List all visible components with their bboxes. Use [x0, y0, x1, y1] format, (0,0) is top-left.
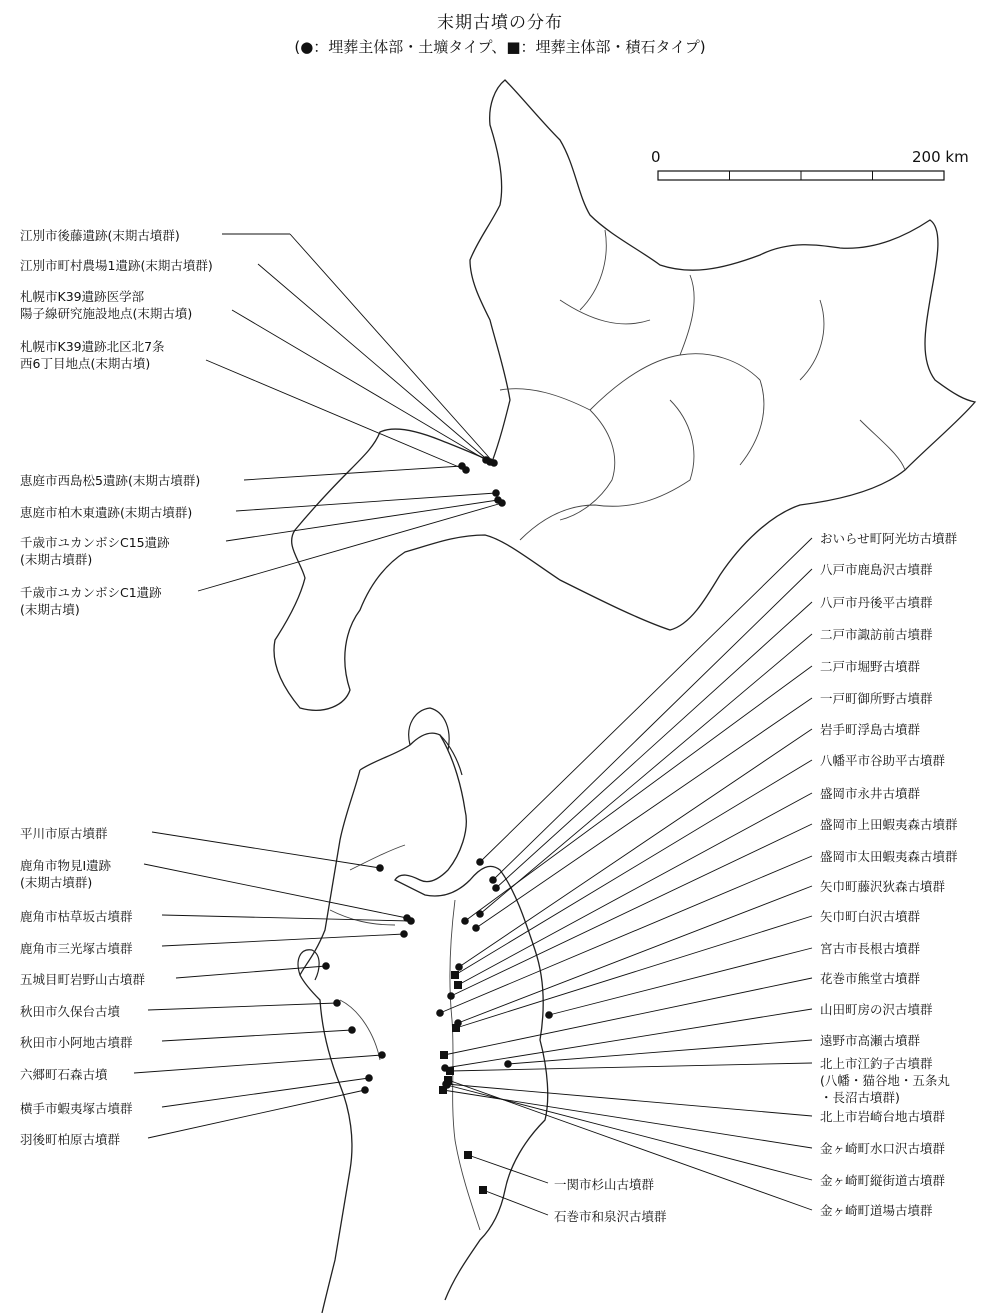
- leader-line: [162, 934, 404, 946]
- site-label: 鹿角市三光塚古墳群: [20, 941, 133, 956]
- site-marker-circle: [322, 962, 330, 970]
- site-label: 六郷町石森古墳: [20, 1067, 108, 1082]
- site-marker-circle: [476, 910, 484, 918]
- site-label: 羽後町柏原古墳群: [20, 1132, 121, 1147]
- tohoku-rivers: [330, 845, 480, 1230]
- site-marker-circle: [458, 462, 466, 470]
- site-label: 鹿角市物見Ⅰ遺跡 (末期古墳群): [20, 858, 112, 890]
- site-marker-circle: [455, 963, 463, 971]
- tohoku-coastline: [300, 733, 548, 1313]
- site-marker-square: [440, 1051, 448, 1059]
- leader-line: [244, 466, 462, 480]
- site-label: 石巻市和泉沢古墳群: [554, 1209, 667, 1224]
- leader-line: [451, 824, 812, 996]
- site-label: 江別市町村農場1遺跡(末期古墳群): [20, 258, 213, 273]
- site-label: 盛岡市永井古墳群: [820, 786, 921, 801]
- site-label: 二戸市諏訪前古墳群: [820, 627, 933, 642]
- site-marker-circle: [378, 1051, 386, 1059]
- site-marker-circle: [476, 858, 484, 866]
- leader-line: [446, 1084, 812, 1116]
- site-marker-circle: [361, 1086, 369, 1094]
- site-label: 秋田市久保台古墳: [20, 1004, 121, 1019]
- leader-line: [134, 1055, 382, 1073]
- hokkaido-boundary: [500, 230, 905, 540]
- site-label: 金ヶ崎町水口沢古墳群: [820, 1141, 946, 1156]
- leader-line: [508, 1040, 812, 1064]
- site-label: 一戸町御所野古墳群: [820, 691, 933, 706]
- site-marker-circle: [333, 999, 341, 1007]
- site-label: 札幌市K39遺跡北区北7条 西6丁目地点(末期古墳): [20, 339, 165, 371]
- leader-line: [455, 760, 812, 975]
- site-label: 八戸市鹿島沢古墳群: [820, 562, 933, 577]
- leader-line: [236, 493, 496, 511]
- site-marker-square: [452, 1024, 460, 1032]
- site-marker-circle: [504, 1060, 512, 1068]
- site-marker-circle: [461, 917, 469, 925]
- site-marker-square: [446, 1067, 454, 1075]
- site-label: 遠野市高瀬古墳群: [820, 1033, 921, 1048]
- site-marker-circle: [472, 924, 480, 932]
- leader-line: [480, 634, 812, 914]
- leader-line: [258, 264, 490, 462]
- site-label: 一関市杉山古墳群: [554, 1177, 655, 1192]
- site-label: 八幡平市谷助平古墳群: [820, 753, 946, 768]
- scale-start-label: 0: [651, 148, 661, 166]
- leader-line: [162, 915, 411, 921]
- site-label: 江別市後藤遺跡(末期古墳群): [20, 228, 180, 243]
- leader-lines: [134, 234, 812, 1215]
- site-label: 秋田市小阿地古墳群: [20, 1035, 133, 1050]
- leader-line: [459, 729, 812, 967]
- leader-line: [458, 886, 812, 1023]
- site-marker-square: [454, 981, 462, 989]
- site-label: 盛岡市太田蝦夷森古墳群: [820, 849, 958, 864]
- site-marker-circle: [492, 884, 500, 892]
- leader-line: [493, 569, 812, 880]
- site-marker-square: [464, 1151, 472, 1159]
- site-marker-circle: [447, 992, 455, 1000]
- leader-line: [445, 1009, 812, 1068]
- site-marker-circle: [407, 917, 415, 925]
- site-label: 矢巾町白沢古墳群: [820, 909, 921, 924]
- site-marker-circle: [498, 499, 506, 507]
- site-label: 花巻市熊堂古墳群: [820, 971, 921, 986]
- leader-line: [444, 978, 812, 1055]
- site-label: 平川市原古墳群: [20, 826, 108, 841]
- site-label: 八戸市丹後平古墳群: [820, 595, 933, 610]
- leader-line: [176, 966, 326, 978]
- site-label: 山田町房の沢古墳群: [820, 1002, 933, 1017]
- site-marker-circle: [436, 1009, 444, 1017]
- site-marker-square: [479, 1186, 487, 1194]
- site-marker-circle: [492, 489, 500, 497]
- site-label: 札幌市K39遺跡医学部 陽子線研究施設地点(末期古墳): [20, 289, 193, 321]
- leader-line: [483, 1190, 548, 1215]
- leader-line: [549, 948, 812, 1015]
- site-marker-circle: [482, 456, 490, 464]
- scale-end-label: 200 km: [912, 148, 969, 166]
- leader-line: [162, 1030, 352, 1041]
- leader-line: [206, 360, 466, 470]
- site-label: 二戸市堀野古墳群: [820, 659, 921, 674]
- leader-line: [162, 1078, 369, 1107]
- leader-line: [144, 864, 407, 918]
- site-label: 金ヶ崎町道場古墳群: [820, 1203, 933, 1218]
- site-label: 北上市岩崎台地古墳群: [820, 1109, 946, 1124]
- site-label: 盛岡市上田蝦夷森古墳群: [820, 817, 958, 832]
- site-label: 鹿角市枯草坂古墳群: [20, 909, 133, 924]
- oga-peninsula: [298, 950, 319, 980]
- leader-line: [148, 1090, 365, 1138]
- site-marker-circle: [365, 1074, 373, 1082]
- site-label: 金ヶ崎町縦街道古墳群: [820, 1173, 946, 1188]
- site-marker-circle: [376, 864, 384, 872]
- map-title: 末期古墳の分布: [437, 13, 563, 33]
- leader-line: [226, 500, 498, 541]
- map-subtitle: (●：埋葬主体部・土壙タイプ、■：埋葬主体部・積石タイプ): [294, 38, 706, 56]
- scale-bar: [658, 171, 944, 180]
- leader-line: [152, 832, 380, 868]
- leader-line: [480, 538, 812, 862]
- site-label: 矢巾町藤沢狄森古墳群: [820, 879, 946, 894]
- site-label: 横手市蝦夷塚古墳群: [20, 1101, 133, 1116]
- site-marker-circle: [348, 1026, 356, 1034]
- site-label: 宮古市長根古墳群: [820, 941, 921, 956]
- site-marker-circle: [400, 930, 408, 938]
- hokkaido-coastline: [274, 80, 975, 710]
- site-label: 千歳市ユカンボシC1遺跡 (末期古墳): [20, 585, 162, 617]
- site-label: 恵庭市西島松5遺跡(末期古墳群): [20, 473, 201, 488]
- site-label: おいらせ町阿光坊古墳群: [820, 531, 958, 546]
- leader-line: [232, 310, 486, 460]
- leader-line: [198, 503, 502, 591]
- site-marker-circle: [489, 876, 497, 884]
- site-label: 北上市江釣子古墳群 (八幡・猫谷地・五条丸 ・長沼古墳群): [820, 1056, 950, 1105]
- site-label: 千歳市ユカンボシC15遺跡 (末期古墳群): [20, 535, 170, 567]
- leader-line: [465, 666, 812, 921]
- leader-line: [148, 1003, 337, 1010]
- site-label: 恵庭市柏木東遺跡(末期古墳群): [20, 505, 193, 520]
- site-label: 五城目町岩野山古墳群: [20, 972, 146, 987]
- leader-line: [496, 602, 812, 888]
- site-marker-square: [444, 1076, 452, 1084]
- site-marker-square: [451, 971, 459, 979]
- site-marker-circle: [545, 1011, 553, 1019]
- site-label: 岩手町浮島古墳群: [820, 722, 921, 737]
